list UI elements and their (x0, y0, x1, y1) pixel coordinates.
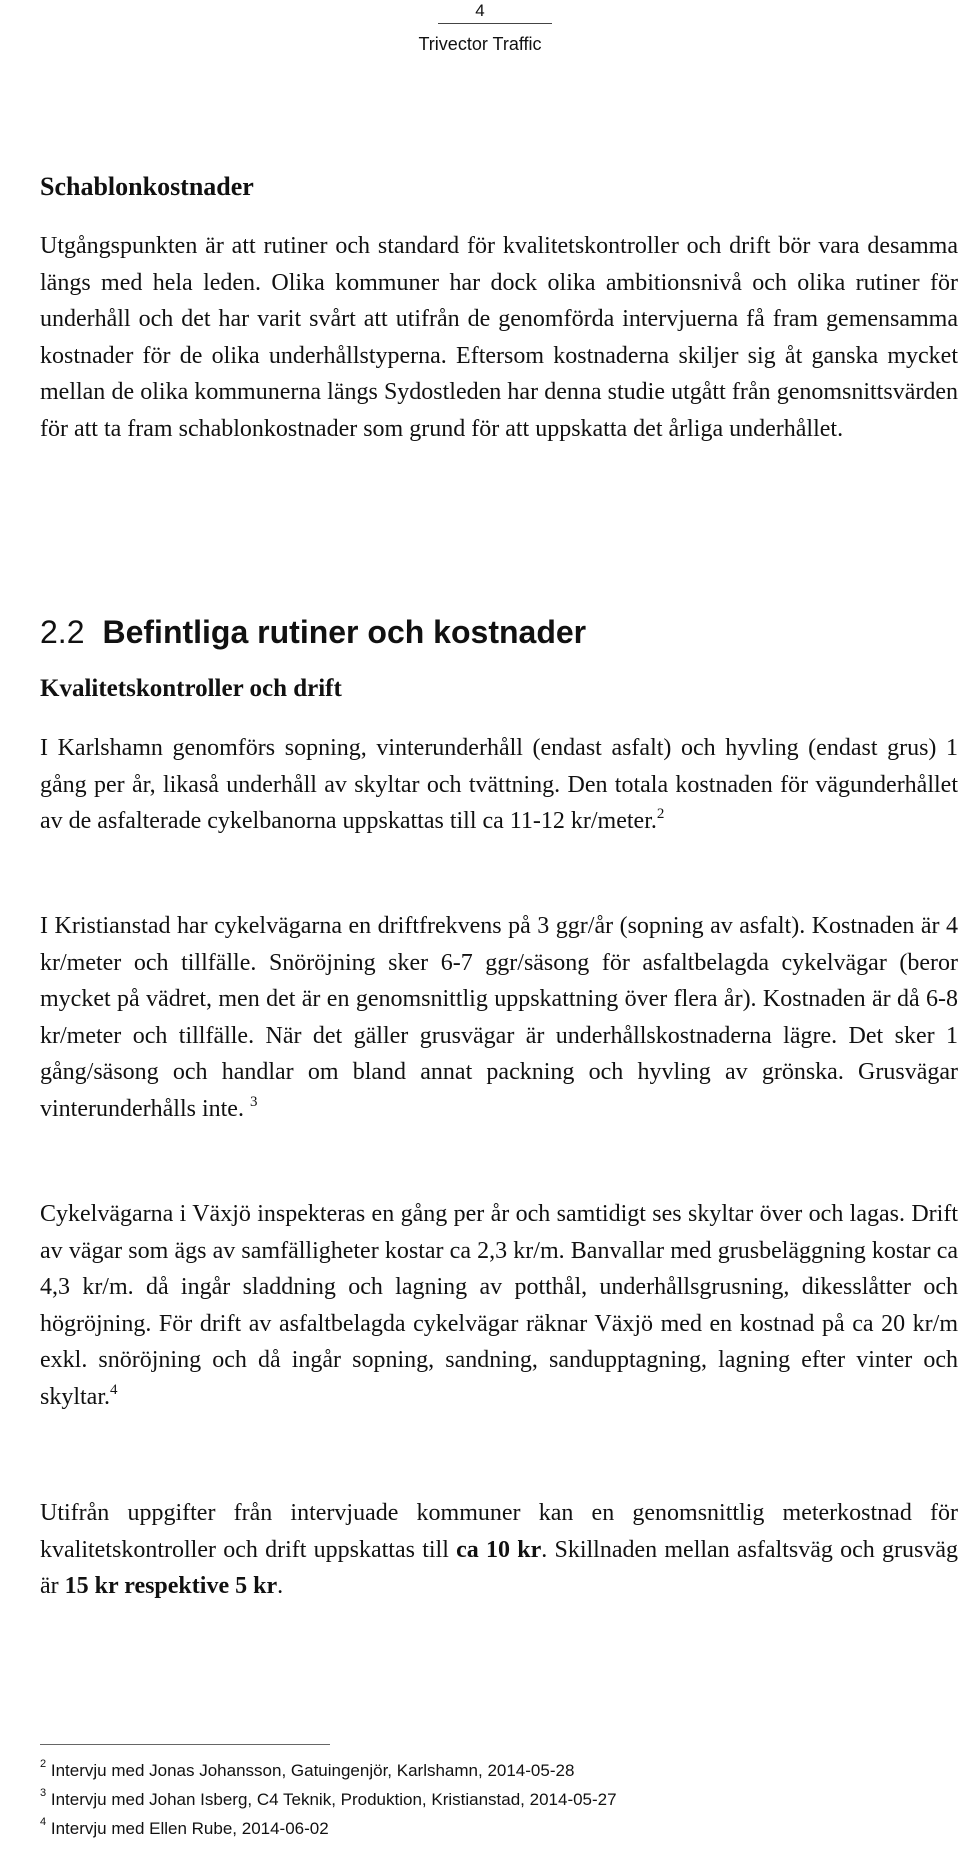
subsection-heading: Kvalitetskontroller och drift (40, 675, 342, 702)
footnote-item (40, 1814, 940, 1843)
vaxjo-paragraph (40, 1196, 958, 1416)
schablon-paragraph-block (40, 228, 958, 448)
footnote-number: 3 (40, 1787, 47, 1800)
summary-text-1: Utifrån uppgifter från intervjuade kommuner kan en genomsnittlig meterkostnad för kvalitetskontroller och drift uppskattas till (40, 1500, 958, 1563)
karlshamn-paragraph-block (40, 730, 958, 840)
section-title: Befintliga rutiner och kostnader (102, 614, 587, 650)
schablon-paragraph: Utgångspunkten är att rutiner och standard för kvalitetskontroller och drift bör vara desamma längs med hela leden. Olika kommuner har dock olika ambitionsnivå och olika rutiner för underhåll och det har varit svårt att utifrån de genomförda intervjuerna få fram gemensamma kostnader för de olika underhållstyperna. Eftersom kostnaderna skiljer sig åt ganska mycket mellan de olika kommunerna längs Sydostleden har denna studie utgått från genomsnittsvärden för att ta fram schablonkostnader som grund för att uppskatta det årliga underhållet. (40, 233, 958, 442)
summary-bold-average: ca 10 kr (456, 1536, 542, 1563)
kristianstad-paragraph-block (40, 908, 958, 1128)
kristianstad-text: I Kristianstad har cykelvägarna en driftfrekvens på 3 ggr/år (sopning av asfalt). Kostnaden är 4 kr/meter och tillfälle. Snöröjning sker 6-7 ggr/säsong för asfaltbelagda cykelvägar (beror mycket på vädret, men det är en genomsnittlig uppskattning över flera år). Kostnaden är då 6-8 kr/meter och tillfälle. När det gäller grusvägar är underhållskostnaderna lägre. Det sker 1 gång/säsong och handlar om bland annat packning och hyvling av grönska. Grusvägar vinterunderhålls inte. (40, 913, 958, 1122)
summary-paragraph-block (40, 1495, 958, 1605)
karlshamn-paragraph (40, 730, 958, 840)
summary-text-2: . Skillnaden mellan asfaltsväg och grusväg är (40, 1536, 959, 1600)
footnote-item (40, 1756, 940, 1785)
vaxjo-text: Cykelvägarna i Växjö inspekteras en gång per år och samtidigt ses skyltar över och lagas. Drift av vägar som ägs av samfälligheter kostar ca 2,3 kr/m. Banvallar med grusbeläggning kostar ca 4,3 kr/m. då ingår sladdning och lagning av potthål, underhållsgrusning, dikesslåtter och högröjning. För drift av asfaltbelagda cykelvägar räknar Växjö med en kostnad på ca 20 kr/m exkl. snöröjning och då ingår sopning, sandning, sandupptagning, lagning efter vinter och skyltar. (40, 1201, 958, 1410)
footnote-text: Intervju med Johan Isberg, C4 Teknik, Produktion, Kristianstad, 2014-05-27 (50, 1790, 617, 1809)
vaxjo-paragraph-block (40, 1196, 958, 1416)
footnote-ref-4[interactable]: 4 (110, 1381, 118, 1398)
kristianstad-paragraph (40, 908, 958, 1128)
section-heading (40, 614, 586, 651)
summary-text-3: . (277, 1573, 284, 1600)
footnote-divider (40, 1744, 330, 1745)
footnote-text: Intervju med Ellen Rube, 2014-06-02 (50, 1819, 329, 1838)
header-divider (438, 23, 552, 24)
footnote-ref-2[interactable]: 2 (656, 806, 665, 823)
footnotes (40, 1756, 940, 1843)
page-number: 4 (475, 1, 485, 20)
schablon-heading: Schablonkostnader (40, 172, 254, 201)
footnote-number: 4 (40, 1816, 47, 1829)
header-title: Trivector Traffic (418, 34, 542, 54)
footnote-text: Intervju med Jonas Johansson, Gatuingenjör, Karlshamn, 2014-05-28 (50, 1761, 575, 1780)
section-number: 2.2 (40, 614, 85, 650)
karlshamn-text: I Karlshamn genomförs sopning, vinterunderhåll (endast asfalt) och hyvling (endast grus) 1 gång per år, likaså underhåll av skyltar och tvättning. Den totala kostnaden för vägunderhållet av de asfalterade cykelbanorna uppskattas till ca 11-12 kr/meter. (40, 735, 958, 835)
footnote-number: 2 (40, 1758, 47, 1771)
summary-paragraph (40, 1495, 958, 1605)
summary-bold-split: 15 kr respektive 5 kr (64, 1573, 278, 1600)
footnote-item (40, 1785, 940, 1814)
footnote-ref-3[interactable]: 3 (249, 1093, 258, 1110)
